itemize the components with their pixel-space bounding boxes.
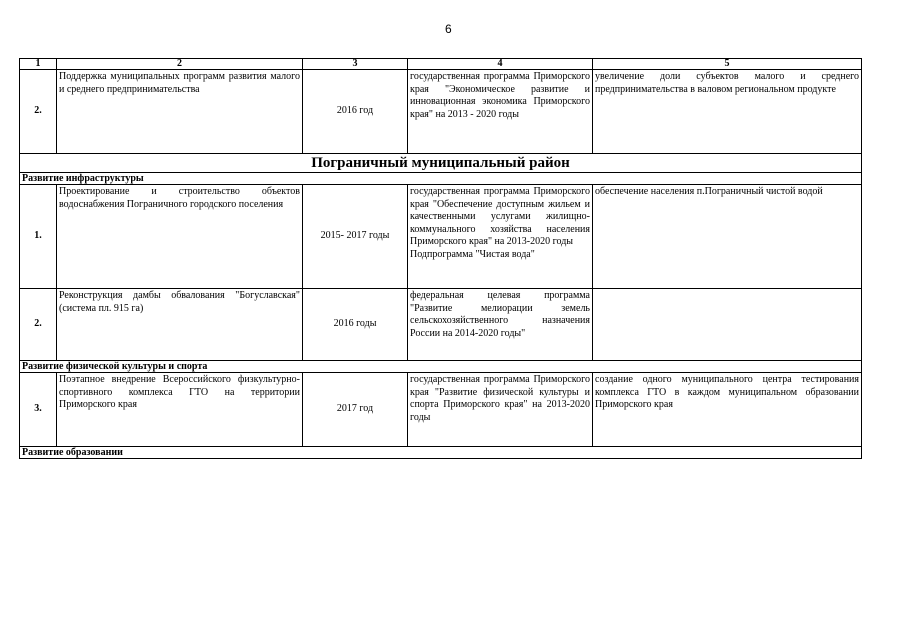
section-row: [20, 173, 862, 185]
expected-result: увеличение доли субъектов малого и среднего предпринимательства в валовом региональном продукте: [593, 70, 862, 154]
expected-result: [593, 289, 862, 361]
row-number: 3.: [20, 373, 57, 447]
row-number: 2.: [20, 289, 57, 361]
subprogram-text: Подпрограмма "Чистая вода": [410, 248, 535, 260]
program-text: государственная программа Приморского края "Обеспечение доступным жильем и качественными услугами жилищно-коммунального хозяйства населения Приморского края" на 2013-2020 годы: [410, 186, 590, 247]
district-row: [20, 154, 862, 173]
section-row: [20, 361, 862, 373]
table-row: [20, 70, 862, 154]
measure-name: Поэтапное внедрение Всероссийского физкультурно-спортивного комплекса ГТО на территории Приморского края: [57, 373, 303, 447]
period: 2016 годы: [303, 289, 408, 361]
row-number: 2.: [20, 70, 57, 154]
program-source: государственная программа Приморского края "Развитие физической культуры и спорта Приморского края" на 2013-2020 годы: [408, 373, 593, 447]
program-source: государственная программа Приморского края "Экономическое развитие и инновационная экономика Приморского края" на 2013 - 2020 годы: [408, 70, 593, 154]
table-row: [20, 373, 862, 447]
page-number: 6: [445, 22, 452, 36]
header-row: [20, 59, 862, 70]
header-cell: 3: [303, 59, 408, 70]
period: 2016 год: [303, 70, 408, 154]
measure-name: Поддержка муниципальных программ развития малого и среднего предпринимательства: [57, 70, 303, 154]
program-table: [19, 58, 862, 459]
program-source: [408, 185, 593, 289]
program-source: федеральная целевая программа "Развитие мелиорации земель сельскохозяйственного назначения России на 2014-2020 годы": [408, 289, 593, 361]
section-row: [20, 447, 862, 459]
period: 2015- 2017 годы: [303, 185, 408, 289]
table-row: [20, 185, 862, 289]
section-education: Развитие образовании: [20, 447, 862, 459]
header-cell: 4: [408, 59, 593, 70]
row-number: 1.: [20, 185, 57, 289]
expected-result: создание одного муниципального центра тестирования комплекса ГТО в каждом муниципальном образовании Приморского края: [593, 373, 862, 447]
measure-name: Реконструкция дамбы обвалования "Богуславская" (система пл. 915 га): [57, 289, 303, 361]
table-row: [20, 289, 862, 361]
period: 2017 год: [303, 373, 408, 447]
header-cell: 2: [57, 59, 303, 70]
district-title: Пограничный муниципальный район: [20, 154, 862, 173]
measure-name: Проектирование и строительство объектов водоснабжения Пограничного городского поселения: [57, 185, 303, 289]
section-infrastructure: Развитие инфраструктуры: [20, 173, 862, 185]
header-cell: 1: [20, 59, 57, 70]
header-cell: 5: [593, 59, 862, 70]
expected-result: обеспечение населения п.Пограничный чистой водой: [593, 185, 862, 289]
section-sport: Развитие физической культуры и спорта: [20, 361, 862, 373]
